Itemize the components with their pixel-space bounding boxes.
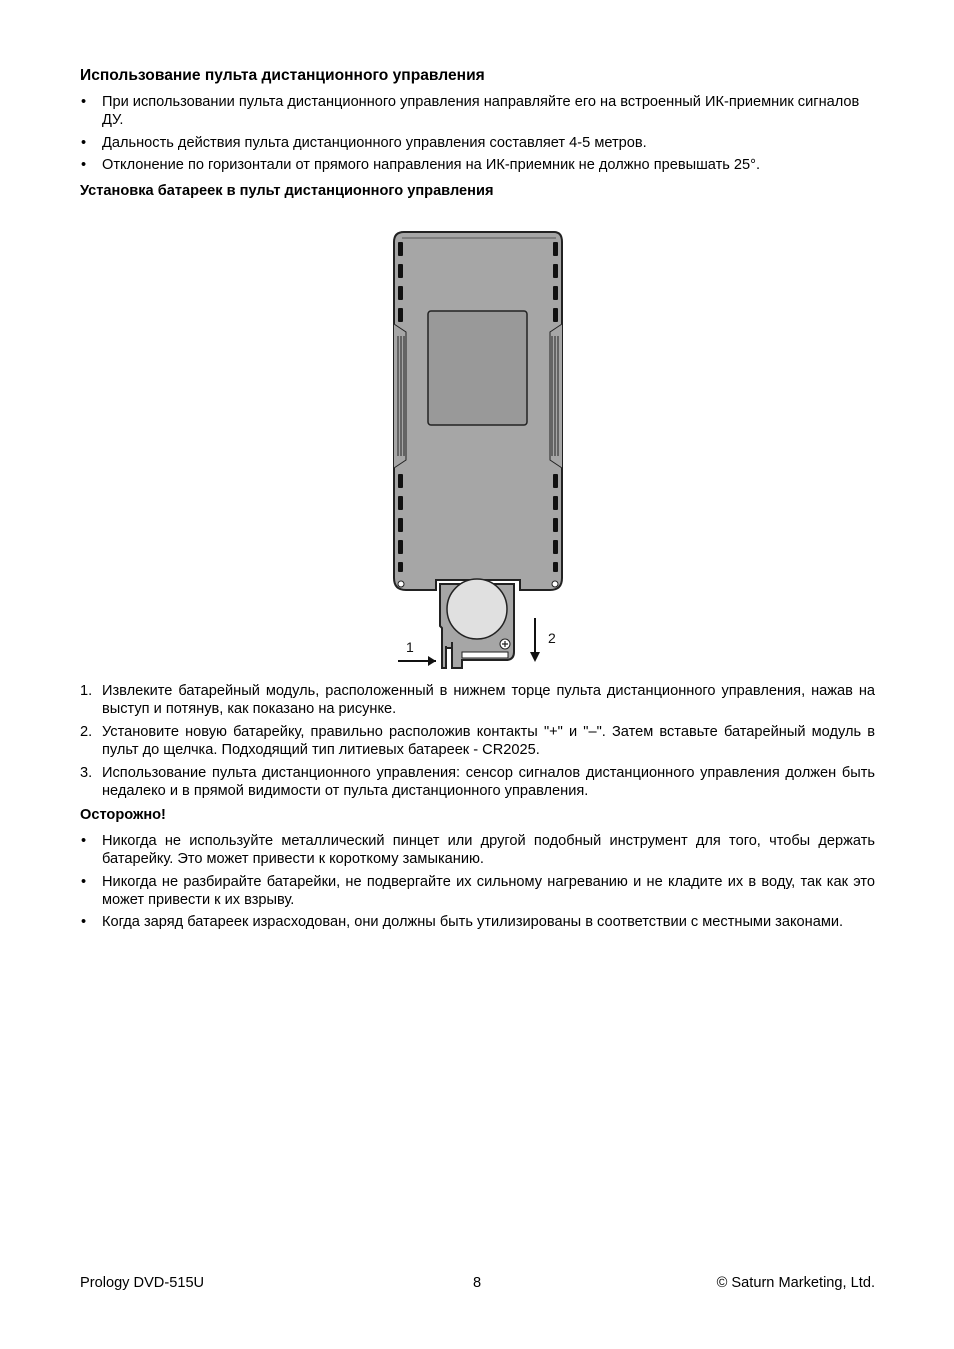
figure-label-2: 2 [548,630,556,646]
remote-battery-diagram [390,228,568,676]
list-item: 3. Использование пульта дистанционного управления: сенсор сигналов дистанционного управления должен быть недалеко и в прямой видимости от пульта дистанционного управления. [80,765,875,799]
figure-label-1: 1 [406,639,414,655]
list-item: • При использовании пульта дистанционного управления направляйте его на встроенный ИК-приемник сигналов ДУ. [81,94,860,128]
bullet-icon: • [81,833,87,849]
bullet-icon: • [81,94,87,110]
section-title-battery-install: Установка батареек в пульт дистанционного управления [80,183,494,199]
section-title-remote-usage: Использование пульта дистанционного управления [80,67,485,84]
bullet-icon: • [81,873,87,890]
list-item: • Дальность действия пульта дистанционного управления составляет 4-5 метров. [81,134,647,151]
list-item: 1. Извлеките батарейный модуль, расположенный в нижнем торце пульта дистанционного управления, нажав на выступ и потянув, как показано на рисунке. [80,683,875,717]
caution-list [80,832,875,936]
caution-title: Осторожно! [80,807,166,823]
label-panel [428,311,527,425]
screw-hole [398,581,404,587]
remote-usage-list [80,93,875,179]
list-item: 2. Установите новую батарейку, правильно расположив контакты "+" и "–". Затем вставьте батарейный модуль в пульт до щелчка. Подходящий тип литиевых батареек - CR2025. [80,724,875,758]
list-item: • Никогда не разбирайте батарейки, не подвергайте их сильному нагреванию и не кладите их в воду, так как это может привести к их взрыву. [81,873,875,908]
bullet-icon: • [81,134,87,151]
footer-copyright: © Saturn Marketing, Ltd. [716,1275,875,1291]
footer-page-number: 8 [473,1275,482,1291]
footer-model: Prology DVD-515U [80,1275,205,1291]
list-item: • Никогда не используйте металлический пинцет или другой подобный инструмент для того, чтобы держать батарейку. Это может привести к короткому замыканию. [81,833,875,867]
battery-steps-list [80,682,875,805]
left-ribbed-panel [394,324,406,468]
bullet-icon: • [81,157,87,173]
list-item: • Отклонение по горизонтали от прямого направления на ИК-приемник не должно превышать 25°. [81,157,761,173]
list-item: • Когда заряд батареек израсходован, они должны быть утилизированы в соответствии с местными законами. [81,914,844,930]
right-ribbed-panel [550,324,562,468]
screw-hole [552,581,558,587]
bullet-icon: • [81,914,87,930]
battery-coin [447,579,507,639]
